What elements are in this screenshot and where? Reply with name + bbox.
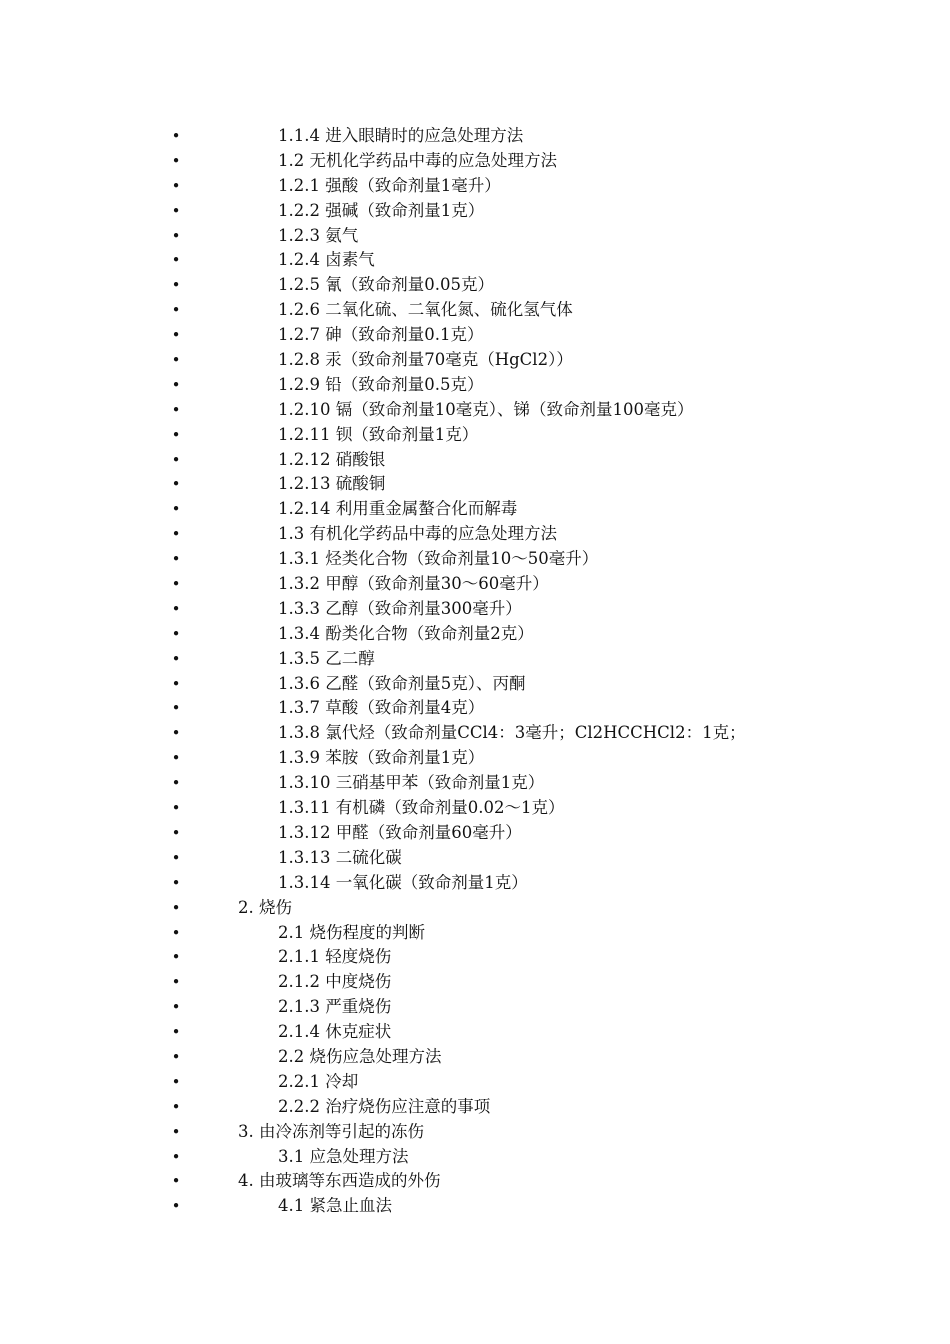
list-item — [0, 522, 950, 547]
list-item — [0, 149, 950, 174]
list-item-text: 1.3.2 甲醇（致命剂量30～60毫升） — [278, 574, 549, 594]
list-item-text: 1.3.8 氯代烃（致命剂量CCl4：3毫升；Cl2HCCHCl2：1克； — [278, 723, 746, 743]
list-item — [0, 248, 950, 273]
bullet-icon: • — [171, 400, 181, 419]
list-item — [0, 970, 950, 995]
list-item — [0, 423, 950, 448]
list-item-text: 1.3.11 有机磷（致命剂量0.02～1克） — [278, 798, 565, 818]
list-item-text: 2.1.4 休克症状 — [278, 1022, 392, 1042]
bullet-icon: • — [171, 326, 181, 345]
list-item — [0, 547, 950, 572]
list-item — [0, 796, 950, 821]
bullet-icon: • — [171, 1047, 181, 1066]
bullet-icon: • — [171, 898, 181, 917]
list-item — [0, 472, 950, 497]
list-item-text: 2.1.2 中度烧伤 — [278, 972, 392, 992]
list-item-text: 1.3.14 一氧化碳（致命剂量1克） — [278, 872, 528, 892]
list-item — [0, 273, 950, 298]
list-item — [0, 896, 950, 921]
list-item — [0, 199, 950, 224]
list-item — [0, 995, 950, 1020]
list-item-text: 1.2.7 砷（致命剂量0.1克） — [278, 325, 484, 345]
list-item — [0, 721, 950, 746]
list-item-text: 1.2 无机化学药品中毒的应急处理方法 — [278, 150, 557, 170]
list-item-text: 3.1 应急处理方法 — [278, 1146, 409, 1166]
list-item-text: 1.2.3 氨气 — [278, 225, 359, 245]
bullet-icon: • — [171, 226, 181, 245]
list-item-text: 2.2.1 冷却 — [278, 1071, 359, 1091]
list-item-text: 1.2.2 强碱（致命剂量1克） — [278, 200, 485, 220]
list-item — [0, 622, 950, 647]
bullet-icon: • — [171, 251, 181, 270]
bullet-icon: • — [171, 823, 181, 842]
list-item-text: 1.2.14 利用重金属螯合化而解毒 — [278, 499, 518, 519]
bullet-icon: • — [171, 351, 181, 370]
bullet-icon: • — [171, 1023, 181, 1042]
list-item-text: 2.2.2 治疗烧伤应注意的事项 — [278, 1096, 491, 1116]
bullet-icon: • — [171, 201, 181, 220]
bullet-icon: • — [171, 724, 181, 743]
bullet-icon: • — [171, 1097, 181, 1116]
bullet-icon: • — [171, 1197, 181, 1216]
list-item-text: 1.3.4 酚类化合物（致命剂量2克） — [278, 623, 534, 643]
list-item — [0, 771, 950, 796]
list-item-text: 1.2.1 强酸（致命剂量1毫升） — [278, 175, 501, 195]
bullet-icon: • — [171, 550, 181, 569]
list-item — [0, 672, 950, 697]
list-item — [0, 572, 950, 597]
list-item — [0, 1194, 950, 1219]
list-item — [0, 647, 950, 672]
list-item — [0, 124, 950, 149]
bullet-icon: • — [171, 1072, 181, 1091]
list-item-text: 1.3 有机化学药品中毒的应急处理方法 — [278, 524, 557, 544]
list-item — [0, 224, 950, 249]
bullet-icon: • — [171, 127, 181, 145]
bullet-icon: • — [171, 749, 181, 768]
bullet-icon: • — [171, 301, 181, 320]
list-item — [0, 448, 950, 473]
outline-list — [0, 124, 950, 1219]
bullet-icon: • — [171, 774, 181, 793]
list-item — [0, 1045, 950, 1070]
list-item-text: 1.3.10 三硝基甲苯（致命剂量1克） — [278, 773, 545, 793]
bullet-icon: • — [171, 525, 181, 544]
list-item-text: 1.3.6 乙醛（致命剂量5克）、丙酮 — [278, 673, 526, 693]
bullet-icon: • — [171, 375, 181, 394]
list-item — [0, 298, 950, 323]
list-item — [0, 821, 950, 846]
list-item-text: 1.3.9 苯胺（致命剂量1克） — [278, 748, 485, 768]
list-item — [0, 174, 950, 199]
bullet-icon: • — [171, 500, 181, 519]
list-item-text: 1.3.1 烃类化合物（致命剂量10～50毫升） — [278, 549, 599, 569]
list-item-text: 1.2.6 二氧化硫、二氧化氮、硫化氢气体 — [278, 300, 573, 320]
list-item — [0, 323, 950, 348]
bullet-icon: • — [171, 848, 181, 867]
list-item-text: 1.2.10 镉（致命剂量10毫克）、锑（致命剂量100毫克） — [278, 399, 694, 419]
bullet-icon: • — [171, 674, 181, 693]
list-item — [0, 1169, 950, 1194]
list-item — [0, 348, 950, 373]
bullet-icon: • — [171, 425, 181, 444]
list-item — [0, 921, 950, 946]
list-item-text: 2.1.3 严重烧伤 — [278, 997, 392, 1017]
bullet-icon: • — [171, 624, 181, 643]
bullet-icon: • — [171, 475, 181, 494]
list-item — [0, 696, 950, 721]
bullet-icon: • — [171, 649, 181, 668]
bullet-icon: • — [171, 923, 181, 942]
list-item-text: 4.1 紧急止血法 — [278, 1196, 392, 1216]
list-item-text: 2.1 烧伤程度的判断 — [278, 922, 425, 942]
bullet-icon: • — [171, 699, 181, 718]
list-item-text: 1.2.9 铅（致命剂量0.5克） — [278, 374, 484, 394]
bullet-icon: • — [171, 1147, 181, 1166]
bullet-icon: • — [171, 176, 181, 195]
bullet-icon: • — [171, 1122, 181, 1141]
list-item-text: 1.2.11 钡（致命剂量1克） — [278, 424, 479, 444]
list-item-text: 1.2.8 汞（致命剂量70毫克（HgCl2）） — [278, 350, 573, 370]
list-item-text: 3. 由冷冻剂等引起的冻伤 — [238, 1121, 424, 1141]
list-item-text: 1.3.13 二硫化碳 — [278, 847, 402, 867]
list-item-text: 2.2 烧伤应急处理方法 — [278, 1046, 442, 1066]
list-item-text: 1.3.5 乙二醇 — [278, 648, 375, 668]
list-item-text: 1.3.3 乙醇（致命剂量300毫升） — [278, 598, 522, 618]
bullet-icon: • — [171, 873, 181, 892]
bullet-icon: • — [171, 599, 181, 618]
bullet-icon: • — [171, 973, 181, 992]
list-item-text: 1.2.12 硝酸银 — [278, 449, 386, 469]
list-item-text: 1.1.4 进入眼睛时的应急处理方法 — [278, 126, 524, 145]
bullet-icon: • — [171, 799, 181, 818]
list-item-text: 2. 烧伤 — [238, 897, 292, 917]
bullet-icon: • — [171, 1172, 181, 1191]
list-item — [0, 871, 950, 896]
list-item — [0, 1070, 950, 1095]
list-item — [0, 1145, 950, 1170]
list-item — [0, 373, 950, 398]
list-item — [0, 746, 950, 771]
list-item — [0, 1020, 950, 1045]
list-item — [0, 945, 950, 970]
list-item-text: 2.1.1 轻度烧伤 — [278, 947, 392, 967]
bullet-icon: • — [171, 151, 181, 170]
list-item — [0, 1120, 950, 1145]
list-item — [0, 398, 950, 423]
list-item — [0, 597, 950, 622]
list-item-text: 1.3.7 草酸（致命剂量4克） — [278, 698, 485, 718]
list-item — [0, 497, 950, 522]
bullet-icon: • — [171, 998, 181, 1017]
list-item — [0, 1095, 950, 1120]
list-item — [0, 846, 950, 871]
bullet-icon: • — [171, 276, 181, 295]
bullet-icon: • — [171, 575, 181, 594]
list-item-text: 1.2.13 硫酸铜 — [278, 474, 386, 494]
bullet-icon: • — [171, 948, 181, 967]
list-item-text: 1.2.5 氰（致命剂量0.05克） — [278, 275, 494, 295]
list-item-text: 1.3.12 甲醛（致命剂量60毫升） — [278, 822, 522, 842]
list-item-text: 4. 由玻璃等东西造成的外伤 — [238, 1171, 441, 1191]
list-item-text: 1.2.4 卤素气 — [278, 250, 375, 270]
bullet-icon: • — [171, 450, 181, 469]
